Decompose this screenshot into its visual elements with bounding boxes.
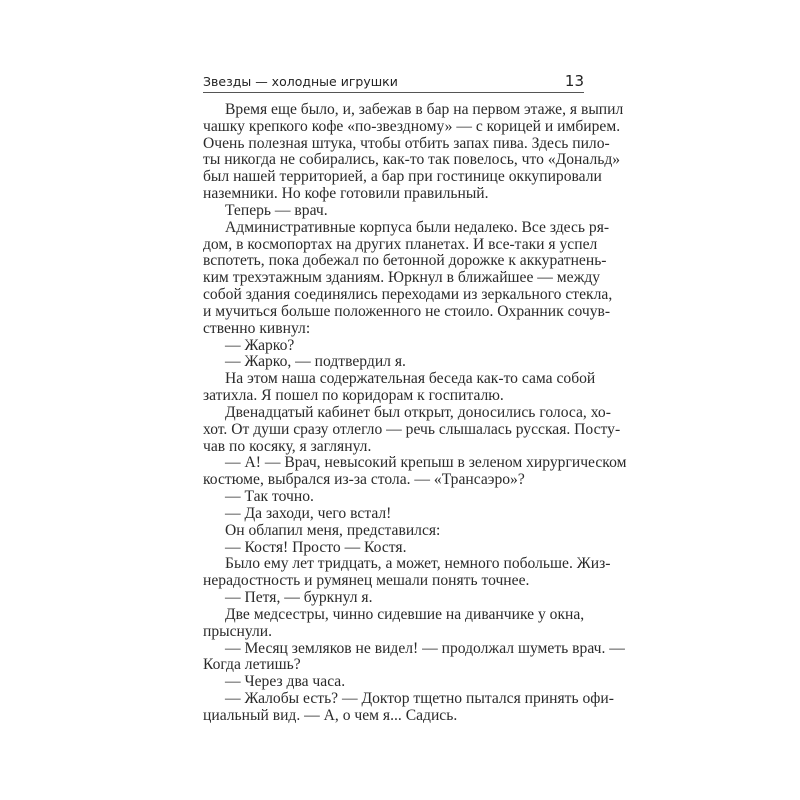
text-line: циальный вид. — А, о чем я... Садись. bbox=[203, 706, 458, 724]
text-line: — Через два часа. bbox=[225, 673, 346, 691]
text-line: На этом наша содержательная беседа как-то сама собой bbox=[225, 370, 596, 388]
text-line: ты никогда не собирались, как-то так повелось, что «Дональд» bbox=[203, 151, 621, 169]
text-line: нерадостность и румянец мешали понять точнее. bbox=[203, 572, 530, 590]
text-line: — Месяц земляков не видел! — продолжал шуметь врач. — bbox=[225, 639, 625, 657]
text-line: Административные корпуса были недалеко. Все здесь ря- bbox=[225, 218, 610, 236]
text-line: — Жарко? bbox=[225, 336, 295, 354]
text-line: Теперь — врач. bbox=[225, 201, 328, 219]
text-line: Двенадцатый кабинет был открыт, доносились голоса, хо- bbox=[225, 403, 611, 421]
text-line: — Жалобы есть? — Доктор тщетно пытался принять офи- bbox=[225, 689, 614, 707]
text-line: Было ему лет тридцать, а может, немного побольше. Жиз- bbox=[225, 555, 611, 573]
text-line: вспотеть, пока добежал по бетонной дорожке к аккуратнень- bbox=[203, 252, 607, 270]
text-line: Две медсестры, чинно сидевшие на диванчике у окна, bbox=[225, 605, 585, 623]
text-line: — А! — Врач, невысокий крепыш в зеленом хирургическом bbox=[225, 454, 627, 472]
text-line: — Петя, — буркнул я. bbox=[225, 589, 373, 607]
text-line: чашку крепкого кофе «по-звездному» — с корицей и имбирем. bbox=[203, 117, 621, 135]
page-number: 13 bbox=[564, 72, 584, 90]
running-title: Звезды — холодные игрушки bbox=[203, 74, 398, 89]
text-line: собой здания соединялись переходами из зеркального стекла, bbox=[203, 286, 613, 304]
text-line: прыснули. bbox=[203, 622, 273, 640]
text-line: Он облапил меня, представился: bbox=[225, 521, 441, 539]
text-line: Очень полезная штука, чтобы отбить запах пива. Здесь пило- bbox=[203, 134, 610, 152]
text-line: наземники. Но кофе готовили правильный. bbox=[203, 185, 489, 203]
text-line: Время еще было, и, забежав в бар на первом этаже, я выпил bbox=[225, 101, 624, 118]
text-line: костюме, выбрался из-за стола. — «Трансаэро»? bbox=[203, 471, 525, 489]
text-line: — Да заходи, чего встал! bbox=[225, 504, 392, 522]
running-header bbox=[203, 72, 584, 93]
text-line: хот. От души сразу отлегло — речь слышалась русская. Посту- bbox=[203, 420, 621, 438]
text-line: Когда летишь? bbox=[203, 656, 301, 674]
body-text bbox=[203, 101, 627, 725]
text-line: — Так точно. bbox=[225, 488, 314, 506]
text-line: дом, в космопортах на других планетах. И все-таки я успел bbox=[203, 235, 598, 253]
text-line: — Костя! Просто — Костя. bbox=[225, 538, 407, 556]
text-line: — Жарко, — подтвердил я. bbox=[225, 353, 406, 371]
text-line: ким трехэтажным зданиям. Юркнул в ближайшее — между bbox=[203, 269, 601, 287]
text-line: ственно кивнул: bbox=[203, 319, 311, 337]
text-line: чав по косяку, я заглянул. bbox=[203, 437, 372, 455]
text-line: затихла. Я пошел по коридорам к госпиталю. bbox=[203, 387, 504, 405]
text-line: и мучиться больше положенного не стоило. Охранник сочув- bbox=[203, 302, 611, 320]
text-line: был нашей территорией, а бар при гостинице оккупировали bbox=[203, 168, 602, 186]
